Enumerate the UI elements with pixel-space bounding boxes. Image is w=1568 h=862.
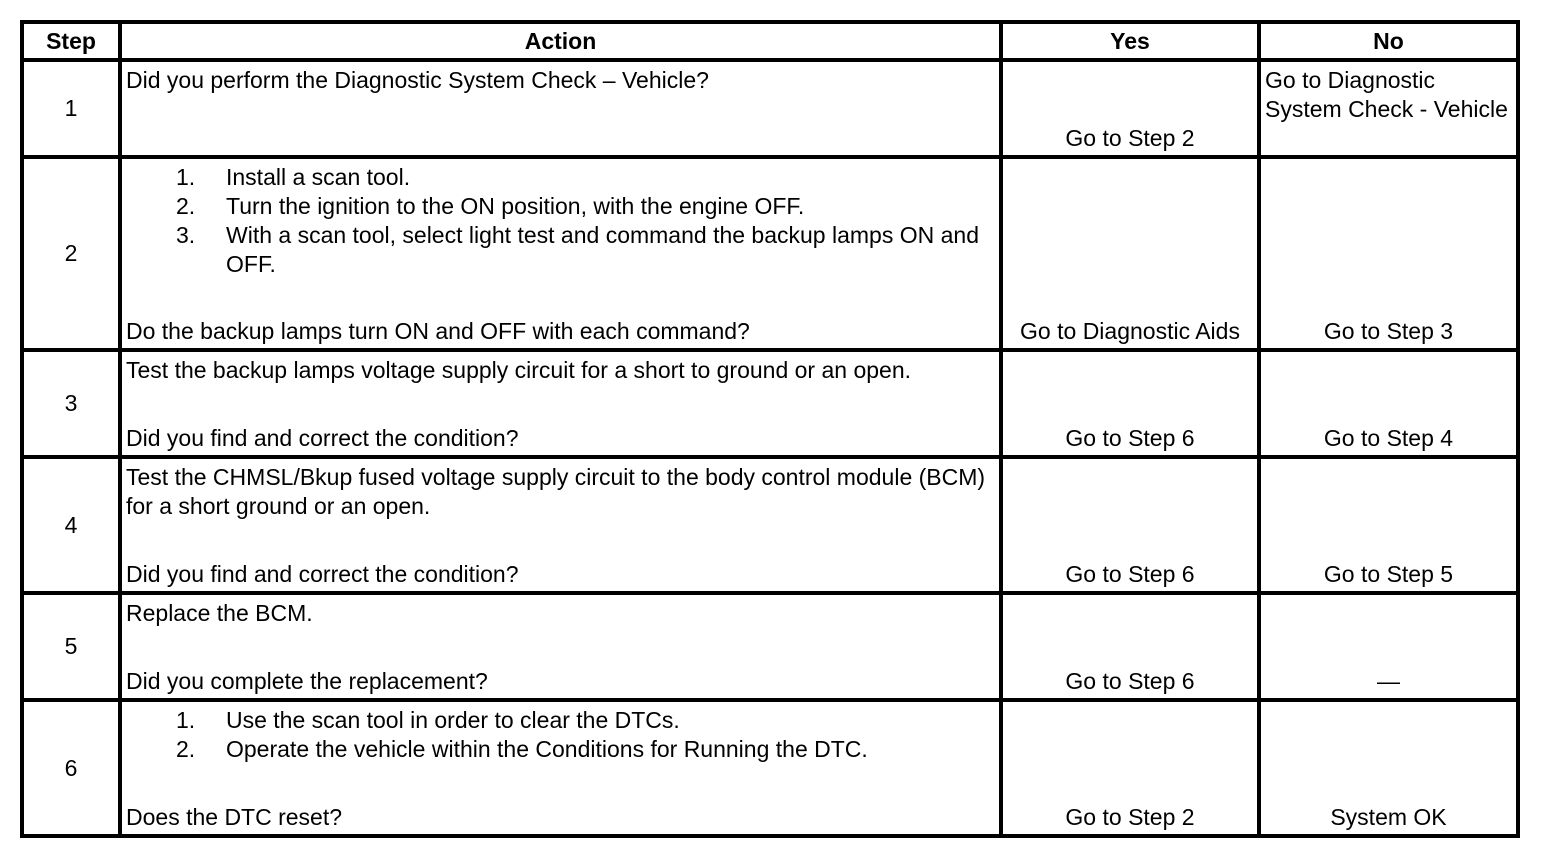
- no-cell: Go to Step 4: [1259, 350, 1518, 457]
- action-text: Test the backup lamps voltage supply circuit for a short to ground or an open.: [126, 357, 911, 383]
- step-number: 2: [22, 157, 120, 350]
- step-number: 5: [22, 593, 120, 700]
- instruction-list: [126, 706, 995, 764]
- question-text: Do the backup lamps turn ON and OFF with each command?: [126, 318, 750, 344]
- header-row: [22, 22, 1518, 60]
- yes-cell: Go to Step 6: [1001, 593, 1259, 700]
- yes-cell: Go to Step 6: [1001, 457, 1259, 593]
- header-yes: Yes: [1001, 22, 1259, 60]
- no-cell: Go to Step 5: [1259, 457, 1518, 593]
- list-item: 1. Install a scan tool.: [176, 164, 411, 190]
- table-row-step-5: [22, 593, 1518, 700]
- table-row-step-2: [22, 157, 1518, 350]
- action-text: Test the CHMSL/Bkup fused voltage supply circuit to the body control module (BCM) for a short ground or an open.: [126, 464, 986, 519]
- action-cell: [120, 593, 1001, 700]
- question-text: Did you find and correct the condition?: [126, 425, 519, 451]
- table-row-step-6: [22, 700, 1518, 836]
- diagnostic-table-container: [20, 20, 1520, 838]
- yes-cell: Go to Step 2: [1001, 60, 1259, 157]
- action-text: Replace the BCM.: [126, 600, 313, 626]
- step-number: 4: [22, 457, 120, 593]
- table-row-step-4: [22, 457, 1518, 593]
- list-item: 3. With a scan tool, select light test and command the backup lamps ON and OFF.: [176, 222, 979, 277]
- action-cell: [120, 60, 1001, 157]
- step-number: 3: [22, 350, 120, 457]
- list-item: 1. Use the scan tool in order to clear the DTCs.: [176, 707, 680, 733]
- no-cell: —: [1259, 593, 1518, 700]
- action-cell: [120, 157, 1001, 350]
- list-item: 2. Turn the ignition to the ON position, with the engine OFF.: [176, 193, 805, 219]
- yes-cell: Go to Step 6: [1001, 350, 1259, 457]
- no-cell: Go to Step 3: [1259, 157, 1518, 350]
- table-row-step-1: [22, 60, 1518, 157]
- action-text: Did you perform the Diagnostic System Check – Vehicle?: [126, 67, 709, 93]
- step-number: 6: [22, 700, 120, 836]
- yes-cell: Go to Diagnostic Aids: [1001, 157, 1259, 350]
- instruction-list: [126, 163, 995, 279]
- header-action: Action: [120, 22, 1001, 60]
- step-number: 1: [22, 60, 120, 157]
- header-no: No: [1259, 22, 1518, 60]
- table-row-step-3: [22, 350, 1518, 457]
- action-cell: [120, 700, 1001, 836]
- no-cell: Go to Diagnostic System Check - Vehicle: [1259, 60, 1518, 157]
- action-cell: [120, 350, 1001, 457]
- question-text: Did you complete the replacement?: [126, 668, 488, 694]
- question-text: Did you find and correct the condition?: [126, 561, 519, 587]
- question-text: Does the DTC reset?: [126, 804, 343, 830]
- action-cell: [120, 457, 1001, 593]
- header-step: Step: [22, 22, 120, 60]
- yes-cell: Go to Step 2: [1001, 700, 1259, 836]
- no-cell: System OK: [1259, 700, 1518, 836]
- diagnostic-table: [20, 20, 1520, 838]
- list-item: 2. Operate the vehicle within the Conditions for Running the DTC.: [176, 736, 868, 762]
